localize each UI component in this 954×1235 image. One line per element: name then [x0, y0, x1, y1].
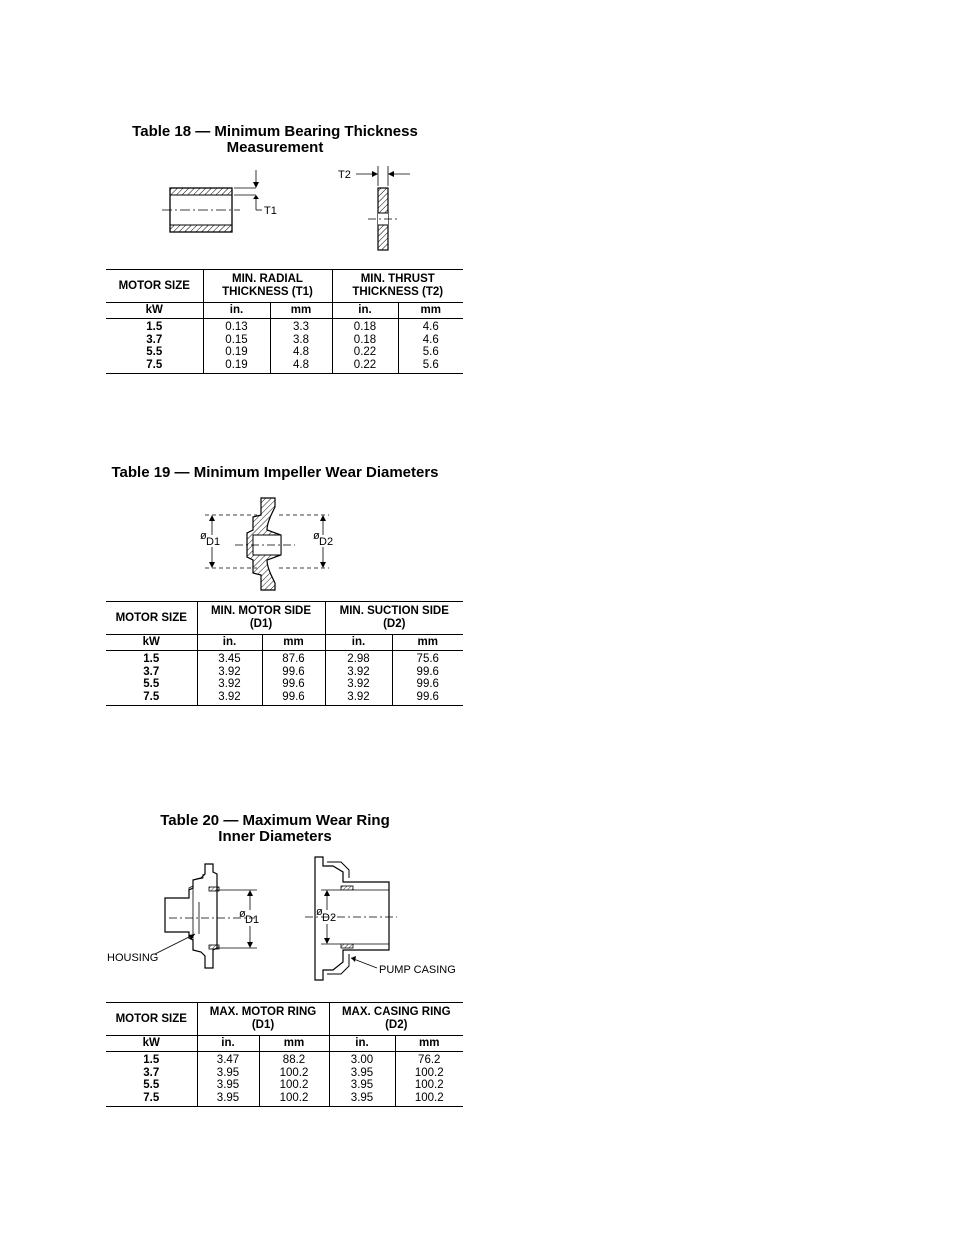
- unit-in: in.: [197, 1036, 259, 1052]
- header-line: MIN. THRUST: [360, 273, 435, 285]
- cell: 1.5: [146, 321, 163, 333]
- d1-label: D1: [245, 914, 260, 926]
- table-row: [106, 678, 463, 691]
- thrust-bearing-drawing: [356, 166, 410, 250]
- cell: 3.45: [197, 651, 262, 666]
- table-row: [106, 651, 463, 666]
- cell: 3.95: [329, 1079, 395, 1092]
- cell: 3.95: [329, 1092, 395, 1107]
- motor-size-header: MOTOR SIZE: [106, 270, 203, 303]
- cell: 99.6: [262, 666, 325, 679]
- cell: 3.7: [146, 333, 163, 346]
- cell: 5.6: [398, 359, 463, 374]
- cell: 76.2: [395, 1052, 463, 1067]
- cell: 1.5: [143, 1054, 160, 1066]
- cell: 3.7: [143, 1066, 160, 1079]
- impeller-diagram: [195, 495, 345, 595]
- cell: 3.7: [143, 665, 160, 678]
- unit-in: in.: [329, 1036, 395, 1052]
- header-line: MIN. SUCTION SIDE: [339, 605, 449, 617]
- d2-label: D2: [322, 912, 337, 924]
- cell: 2.98: [325, 651, 392, 666]
- cell: 0.18: [332, 334, 398, 347]
- cell: 100.2: [395, 1092, 463, 1107]
- cell: 100.2: [259, 1092, 329, 1107]
- table-19-title-line1: Table 19 — Minimum Impeller Wear Diameters: [111, 464, 439, 481]
- motor-ring-header: [197, 1003, 329, 1036]
- motor-size-header: MOTOR SIZE: [106, 1003, 197, 1036]
- cell: 100.2: [259, 1079, 329, 1092]
- unit-kw: kW: [106, 303, 203, 319]
- phi-d1-symbol: ø: [200, 530, 207, 542]
- table-row: [106, 1052, 463, 1067]
- header-line: (D2): [383, 618, 406, 630]
- cell: 1.5: [143, 653, 160, 665]
- cell: 3.92: [197, 666, 262, 679]
- table-18-title-line2: Measurement: [226, 139, 324, 156]
- cell: 75.6: [392, 651, 463, 666]
- header-line: THICKNESS (T1): [222, 286, 313, 298]
- cell: 7.5: [106, 1092, 197, 1107]
- phi-d2-symbol: ø: [316, 906, 323, 918]
- cell: 88.2: [259, 1052, 329, 1067]
- unit-in: in.: [332, 303, 398, 319]
- cell: 100.2: [395, 1067, 463, 1080]
- cell: 99.6: [262, 691, 325, 706]
- cell: 4.6: [398, 334, 463, 347]
- motor-side-header: [197, 602, 325, 635]
- bearing-thickness-diagram: [160, 160, 420, 260]
- cell: 99.6: [392, 691, 463, 706]
- cell: 5.5: [143, 1079, 160, 1091]
- cell: 0.22: [332, 359, 398, 374]
- table-row: [106, 1067, 463, 1080]
- cell: 0.22: [332, 346, 398, 359]
- unit-mm: mm: [259, 1036, 329, 1052]
- cell: 3.3: [270, 319, 332, 334]
- table-row: [106, 1092, 463, 1107]
- table-18-title: [100, 124, 450, 156]
- cell: 3.8: [270, 334, 332, 347]
- table-18: [106, 269, 463, 374]
- t1-label: T1: [264, 205, 277, 217]
- table-row: [106, 346, 463, 359]
- cell: 0.18: [332, 319, 398, 334]
- table-20-title-line1: Table 20 — Maximum Wear Ring: [160, 812, 390, 829]
- header-line: (D2): [385, 1019, 408, 1031]
- header-line: MAX. CASING RING: [341, 1006, 451, 1018]
- table-19: [106, 601, 463, 706]
- cell: 4.8: [270, 359, 332, 374]
- unit-mm: mm: [395, 1036, 463, 1052]
- cell: 99.6: [262, 678, 325, 691]
- cell: 0.19: [203, 346, 270, 359]
- cell: 3.95: [329, 1067, 395, 1080]
- table-20-title-line2: Inner Diameters: [218, 828, 332, 845]
- cell: 100.2: [259, 1067, 329, 1080]
- unit-mm: mm: [270, 303, 332, 319]
- suction-side-header: [325, 602, 463, 635]
- table-row: [106, 691, 463, 706]
- cell: 0.19: [203, 359, 270, 374]
- cell: 5.6: [398, 346, 463, 359]
- unit-in: in.: [203, 303, 270, 319]
- d2-label: D2: [319, 536, 334, 548]
- cell: 3.92: [325, 666, 392, 679]
- cell: 0.13: [203, 319, 270, 334]
- impeller-drawing: [205, 498, 329, 590]
- cell: 5.5: [146, 346, 163, 358]
- cell: 3.47: [197, 1052, 259, 1067]
- header-line: MAX. MOTOR RING: [209, 1006, 317, 1018]
- motor-size-header: MOTOR SIZE: [106, 602, 197, 635]
- cell: 3.92: [197, 691, 262, 706]
- table-20: [106, 1002, 463, 1107]
- cell: 3.92: [197, 678, 262, 691]
- table-row: [106, 319, 463, 334]
- table-row: [106, 359, 463, 374]
- cell: 4.8: [270, 346, 332, 359]
- unit-kw: kW: [106, 1036, 197, 1052]
- casing-ring-header: [329, 1003, 463, 1036]
- pump-casing-label: PUMP CASING: [379, 964, 456, 976]
- cell: 3.92: [325, 678, 392, 691]
- cell: 7.5: [106, 359, 203, 374]
- cell: 7.5: [106, 691, 197, 706]
- wear-ring-diagram: [105, 852, 460, 982]
- cell: 0.15: [203, 334, 270, 347]
- t2-label: T2: [338, 169, 351, 181]
- cell: 3.95: [197, 1079, 259, 1092]
- header-line: (D1): [249, 618, 273, 630]
- cell: 3.95: [197, 1092, 259, 1107]
- table-19-title: [95, 465, 455, 481]
- header-line: THICKNESS (T2): [352, 286, 444, 298]
- phi-d1-symbol: ø: [239, 908, 246, 920]
- table-row: [106, 666, 463, 679]
- header-line: MIN. RADIAL: [232, 273, 303, 285]
- cell: 5.5: [143, 678, 160, 690]
- unit-mm: mm: [262, 635, 325, 651]
- cell: 3.00: [329, 1052, 395, 1067]
- table-row: [106, 334, 463, 347]
- unit-kw: kW: [106, 635, 197, 651]
- table-18-title-line1: Table 18 — Minimum Bearing Thickness: [132, 123, 418, 140]
- phi-d2-symbol: ø: [313, 530, 320, 542]
- table-row: [106, 1079, 463, 1092]
- housing-label: HOUSING: [107, 952, 159, 964]
- cell: 99.6: [392, 678, 463, 691]
- unit-in: in.: [197, 635, 262, 651]
- unit-mm: mm: [392, 635, 463, 651]
- table-20-title: [100, 813, 450, 845]
- radial-bearing-drawing: [162, 170, 262, 232]
- cell: 100.2: [395, 1079, 463, 1092]
- unit-mm: mm: [398, 303, 463, 319]
- cell: 99.6: [392, 666, 463, 679]
- pump-casing-drawing: [305, 857, 397, 980]
- radial-thickness-header: [203, 270, 332, 303]
- d1-label: D1: [206, 536, 221, 548]
- cell: 87.6: [262, 651, 325, 666]
- cell: 4.6: [398, 319, 463, 334]
- cell: 3.92: [325, 691, 392, 706]
- unit-in: in.: [325, 635, 392, 651]
- header-line: MIN. MOTOR SIDE: [210, 605, 312, 617]
- header-line: (D1): [251, 1019, 275, 1031]
- thrust-thickness-header: [332, 270, 463, 303]
- cell: 3.95: [197, 1067, 259, 1080]
